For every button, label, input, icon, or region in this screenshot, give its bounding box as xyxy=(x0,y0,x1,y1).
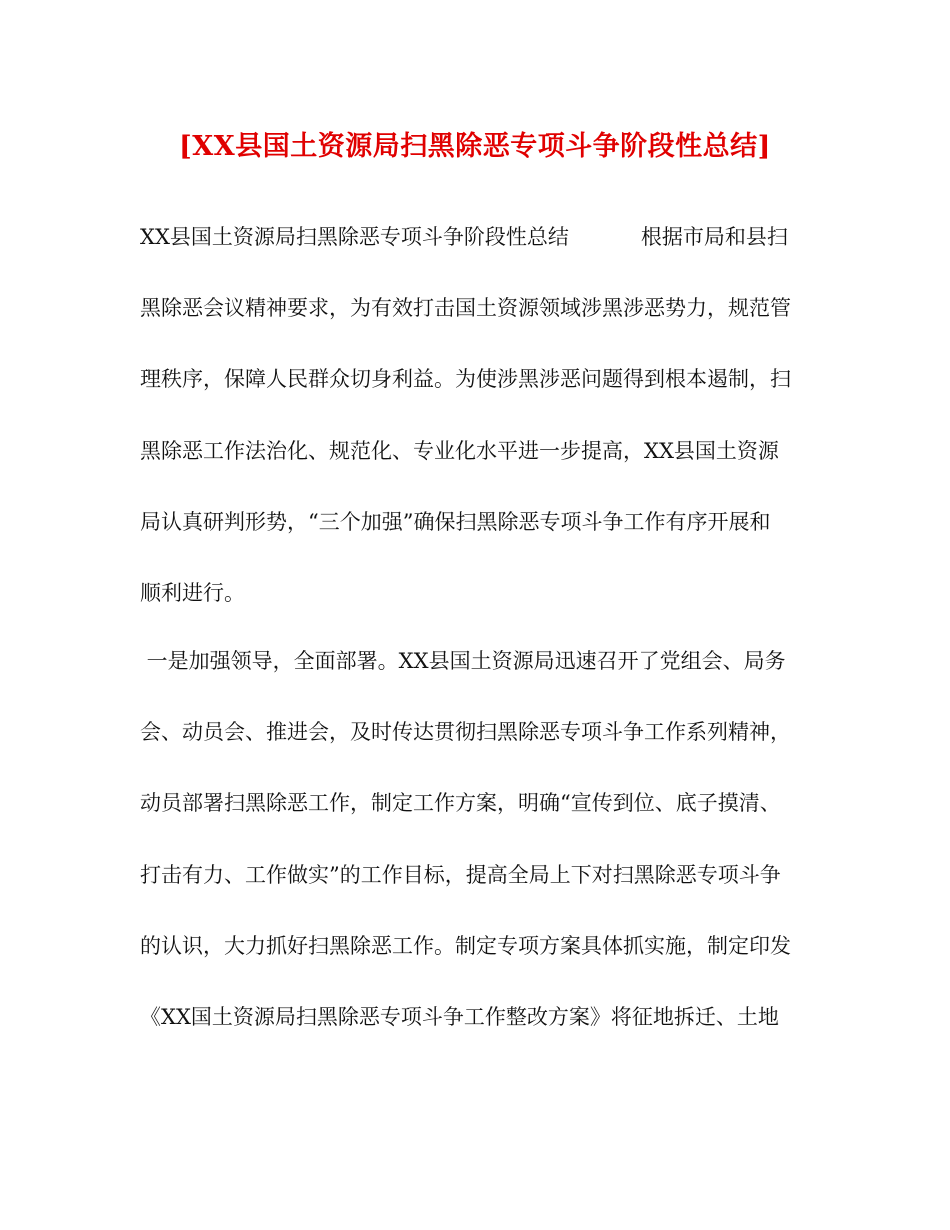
body-line-6: 顺利进行。 xyxy=(140,581,245,605)
body-line-1-heading: XX县国土资源局扫黑除恶专项斗争阶段性总结 xyxy=(140,225,569,249)
body-line-12: 《XX国土资源局扫黑除恶专项斗争工作整改方案》将征地拆迁、土地 xyxy=(140,1005,779,1029)
body-line-10: 打击有力、工作做实”的工作目标，提高全局上下对扫黑除恶专项斗争 xyxy=(140,863,781,887)
body-line-2: 黑除恶会议精神要求，为有效打击国土资源领域涉黑涉恶势力，规范管 xyxy=(140,296,791,320)
document-title: [XX县国土资源局扫黑除恶专项斗争阶段性总结] xyxy=(179,131,771,162)
body-line-4: 黑除恶工作法治化、规范化、专业化水平进一步提高，XX县国土资源 xyxy=(140,439,779,463)
body-line-5: 局认真研判形势，“三个加强”确保扫黑除恶专项斗争工作有序开展和 xyxy=(140,510,771,534)
body-line-1 xyxy=(140,222,788,252)
body-line-7: 一是加强领导，全面部署。XX县国土资源局迅速召开了党组会、局务 xyxy=(140,649,786,673)
body-line-8: 会、动员会、推进会，及时传达贯彻扫黑除恶专项斗争工作系列精神， xyxy=(140,720,791,744)
body-line-9: 动员部署扫黑除恶工作，制定工作方案，明确“宣传到位、底子摸清、 xyxy=(140,791,781,815)
body-line-1-text: 根据市局和县扫 xyxy=(640,225,788,249)
body-line-11: 的认识，大力抓好扫黑除恶工作。制定专项方案具体抓实施，制定印发 xyxy=(140,934,791,958)
body-line-3: 理秩序，保障人民群众切身利益。为使涉黑涉恶问题得到根本遏制，扫 xyxy=(140,367,791,391)
